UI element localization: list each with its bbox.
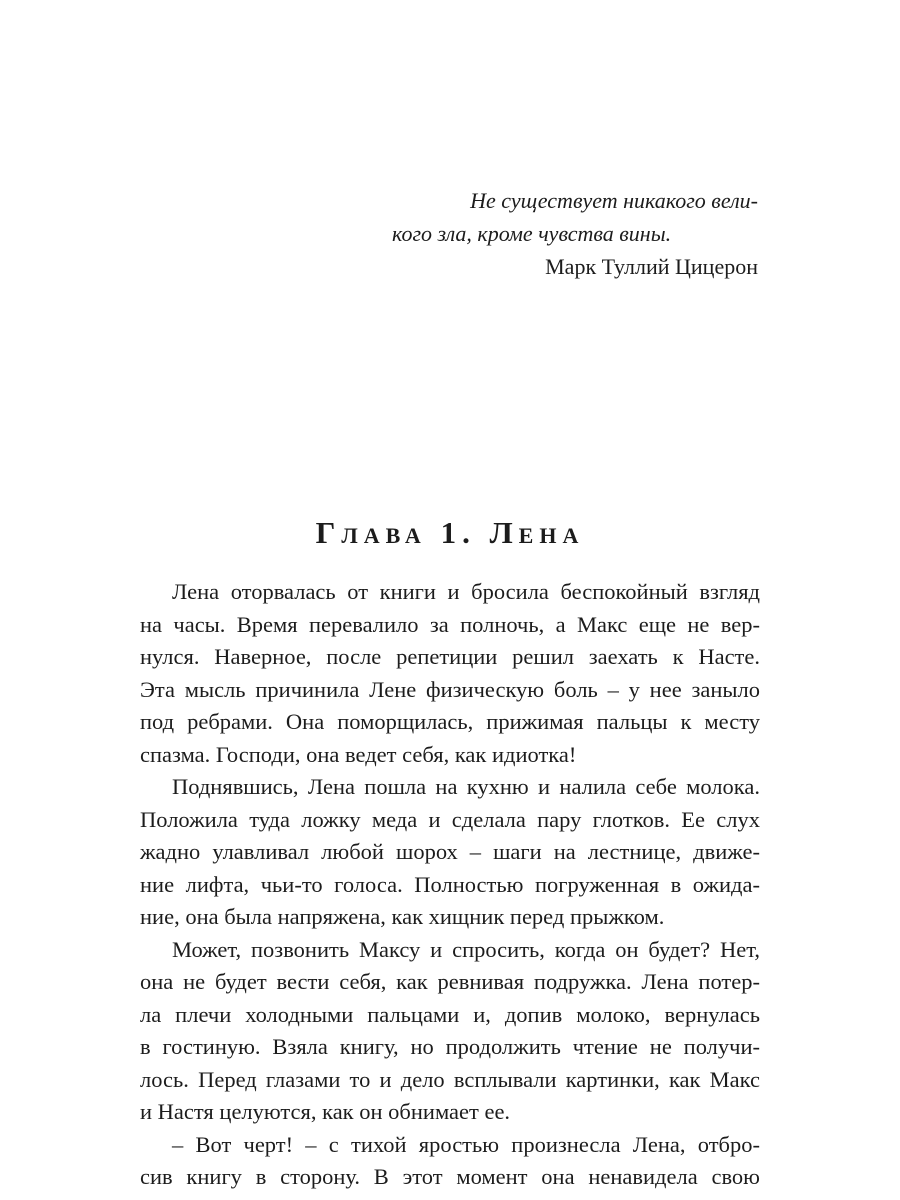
text-line: жадно улавливал любой шорох – шаги на лестнице, движе- <box>140 839 760 864</box>
text-line: на часы. Время перевалило за полночь, а Макс еще не вер- <box>140 611 760 637</box>
text-line: ние лифта, чьи-то голоса. Полностью погруженная в ожида- <box>140 871 760 897</box>
chapter-body <box>140 576 760 1194</box>
text-line: в гостиную. Взяла книгу, но продолжить чтение не получи- <box>140 1034 760 1059</box>
text-line: нулся. Наверное, после репетиции решил заехать к Насте. <box>140 644 760 669</box>
epigraph-quote-line: кого зла, кроме чувства вины. <box>392 221 672 246</box>
text-line: она не будет вести себя, как ревнивая подружка. Лена потер- <box>140 969 760 994</box>
text-line: спазма. Господи, она ведет себя, как идиотка! <box>140 741 577 767</box>
text-line: Положила туда ложку меда и сделала пару глотков. Ее слух <box>140 806 760 832</box>
text-line: Поднявшись, Лена пошла на кухню и налила себе молока. <box>172 774 760 799</box>
paragraph <box>140 576 760 771</box>
text-line: сив книгу в сторону. В этот момент она ненавидела свою <box>140 1164 760 1189</box>
chapter-title: Глава 1. Лена <box>315 515 585 550</box>
text-line: ла плечи холодными пальцами и, допив молоко, вернулась <box>140 1001 760 1027</box>
epigraph <box>380 184 760 283</box>
text-line: ние, она была напряжена, как хищник перед прыжком. <box>140 904 665 929</box>
text-line: под ребрами. Она поморщилась, прижимая пальцы к месту <box>140 709 760 734</box>
text-line: Эта мысль причинила Лене физическую боль – у нее заныло <box>140 676 760 702</box>
text-line: Лена оторвалась от книги и бросила беспокойный взгляд <box>172 579 760 604</box>
text-line: и Настя целуются, как он обнимает ее. <box>140 1099 511 1124</box>
paragraph <box>140 934 760 1129</box>
text-line: – Вот черт! – с тихой яростью произнесла Лена, отбро- <box>172 1131 760 1157</box>
epigraph-quote-line: Не существует никакого вели- <box>470 188 758 213</box>
epigraph-author: Марк Туллий Цицерон <box>545 254 758 279</box>
paragraph <box>140 1129 760 1194</box>
text-line: лось. Перед глазами то и дело всплывали картинки, как Макс <box>140 1066 760 1092</box>
text-line: Может, позвонить Максу и спросить, когда он будет? Нет, <box>172 936 760 962</box>
paragraph <box>140 771 760 934</box>
